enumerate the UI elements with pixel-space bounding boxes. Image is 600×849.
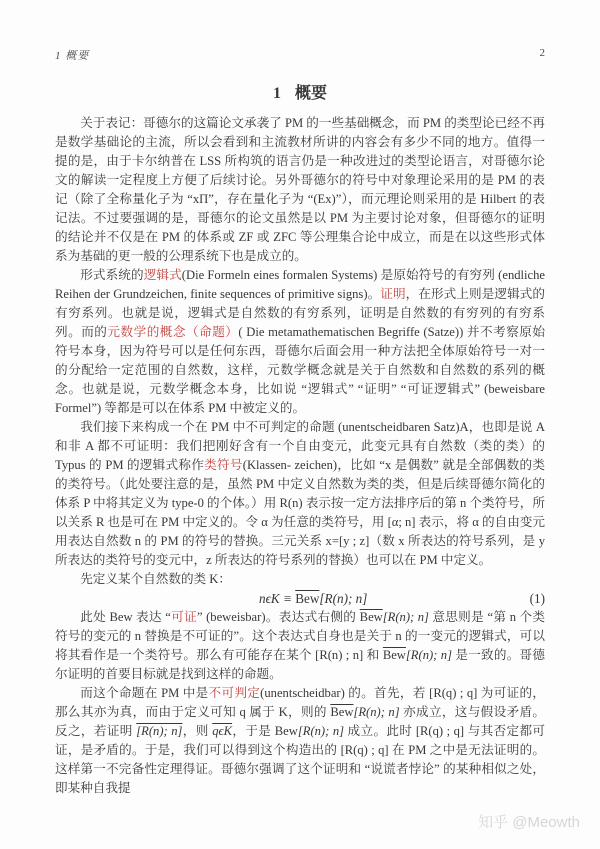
highlighted-term: 不可判定: [208, 686, 261, 700]
running-header-section: 1 概要: [55, 50, 90, 62]
document-body: [55, 114, 545, 798]
highlighted-term: 可证: [170, 610, 198, 624]
text-segment: 形式系统的: [80, 268, 144, 282]
text-segment: (Klassen- zeichen)，比如 “x 是偶数” 就是全部偶数的类的类符号。（此处要注意的是，虽然 PM 中定义自然数为类的类，但是后续哥德尔简化的体系 P 中将其定义为 type-0 的个体。）用 R(n) 表示按一定方法排序后的第 n 个类符号，所以关系 R 也是可在 PM 中定义的。令 α 为任意的类符号，用 [α; n] 表示，将 α 的自由变元用表达自然数 n 的 PM 的符号的替换。三元关系 x=[y ; z]（数 x 所表达的符号系列，是 y 所表达的类符号的变元中，z 所表达的符号系列的替换）也可以在 PM 中定义。: [55, 458, 545, 567]
paragraph: [55, 418, 545, 570]
text-segment: nϵK ≡: [259, 591, 296, 606]
text-segment: 先定义某个自然数的类 K：: [80, 572, 231, 586]
text-segment: 意思则是 “第 n 个类符号的变元的 n 替换是不可证的”。这个表达式自身也是关于 n 的一变元的逻辑式，可以将其看作是一个类符号。那么有可能存在某个 [R(n) ; n] 和: [55, 610, 546, 662]
paragraph: [55, 608, 545, 684]
text-segment: 成立。此时 [R(q) ; q] 与其否定都可证，是矛盾的。于是，我们可以得到这个构造出的 [R(q) ; q] 在 PM 之中是无法证明的。这样第一不完备性定理得证。哥德尔强调了这个证明和 “说谎者悖论” 的某种相似之处，即某种自我提: [55, 724, 545, 795]
text-segment: ( Die metamathematischen Begriffe (Satze)) 并不考察原始符号本身，因为符号可以是任何东西，哥德尔后面会用一种方法把全体原始符号一对一的分配给一定范围的自然数，这样，元数学概念就是关于自然数和自然数的系列的概念。也就是说，元数学概念本身，比如说 “逻辑式” “证明” “可证逻辑式” (beweisbare Formel”) 等都是可以在体系 PM 中被定义的。: [55, 325, 546, 415]
text-segment: 而这个命题在 PM 中是: [80, 686, 209, 700]
zhihu-watermark: 知乎 @Meowth: [478, 814, 580, 831]
text-segment: 亦成立，这与假设矛盾。反之，若证明: [55, 705, 545, 738]
text-segment: ” (beweisbar)。表达式右侧的: [197, 610, 360, 624]
text-segment: ，于是 Bew: [232, 724, 298, 738]
highlighted-term: 逻辑式: [143, 268, 182, 282]
text-segment: [R(n); n]: [405, 648, 452, 662]
text-segment: ，则: [182, 724, 213, 738]
text-segment: $\overline{q\epsilon K}$: [212, 724, 233, 738]
text-segment: 我们接下来构成一个在 PM 中不可判定的命题 (unentscheidbaren Satz)A，也即是说 A 和非 A 都不可证明：我们把刚好含有一个自由变元，此变元具有自然数（类的类）的 Typus 的 PM 的逻辑式称作: [55, 420, 545, 472]
text-segment: ，在形式上则是逻辑式的有穷系列。也就是说，逻辑式是自然数的有穷系列，证明是自然数的有穷列的有穷系列。而的: [55, 287, 546, 339]
section-title: [0, 80, 600, 103]
paragraph: [55, 114, 545, 266]
text-segment: [R(n); n]: [353, 705, 400, 719]
text-segment: (Die Formeln eines formalen Systems) 是原始符号的有穷列 (endliche Reihen der Grundzeichen, finite sequences of primitive signs)。: [55, 268, 546, 301]
text-segment: 关于表记：哥德尔的这篇论文承袭了 PM 的一些基础概念，而 PM 的类型论已经不再是数学基础论的主流，所以会看到和主流教材所讲的内容会有多少不同的地方。值得一提的是，由于卡尔纳普在 LSS 所构筑的语言仍是一种改进过的类型论语言，对哥德尔论文的解读一定程度上方便了后续讨论。另外哥德尔的符号中对象理论采用的是 PM 的表记（除了全称量化子为 “xΠ”，存在量化子为 “(Ex)”），而元理论则采用的是 Hilbert 的表记法。不过要强调的是，哥德尔的论文虽然是以 PM 为主要讨论对象，但哥德尔的证明的结论并不仅是在 PM 的体系或 ZF 或 ZFC 等公理集合论中成立，而是在以这些形式体系为基础的更一般的公理系统下也是成立的。: [55, 116, 545, 263]
highlighted-term: 类符号: [204, 458, 243, 472]
text-segment: (unentscheidbar) 的。首先，若 [R(q) ; q] 为可证的，那么其亦为真，而由于定义可知 q 属于 K，则的: [55, 686, 545, 719]
section-title-text: 概要: [294, 85, 327, 102]
text-segment: [R(n); n]: [136, 724, 183, 738]
text-segment: 是一致的。哥德尔证明的首要目标就是找到这样的命题。: [55, 648, 545, 681]
equation-number: (1): [529, 591, 545, 606]
section-number: 1: [272, 85, 281, 102]
page-number: 2: [539, 47, 545, 59]
text-segment: [R(n); n]: [382, 610, 429, 624]
paragraph: [55, 266, 545, 418]
text-segment: 此处 Bew 表达 “: [80, 610, 171, 624]
text-segment: $\overline{Bew}$: [382, 648, 406, 662]
text-segment: [R(n); n]: [297, 724, 345, 738]
paragraph: [55, 570, 545, 589]
running-header: [55, 47, 545, 63]
paragraph: [55, 684, 545, 798]
text-segment: $\overline{Bew}$: [295, 591, 320, 606]
equation-block: [55, 589, 545, 608]
highlighted-term: 元数学的概念（命题）: [107, 325, 239, 339]
text-segment: [R(n); n]: [319, 591, 368, 606]
highlighted-term: 证明: [380, 287, 406, 301]
text-segment: $\overline{Bew}$: [359, 610, 383, 624]
text-segment: $\overline{Bew}$: [330, 705, 354, 719]
